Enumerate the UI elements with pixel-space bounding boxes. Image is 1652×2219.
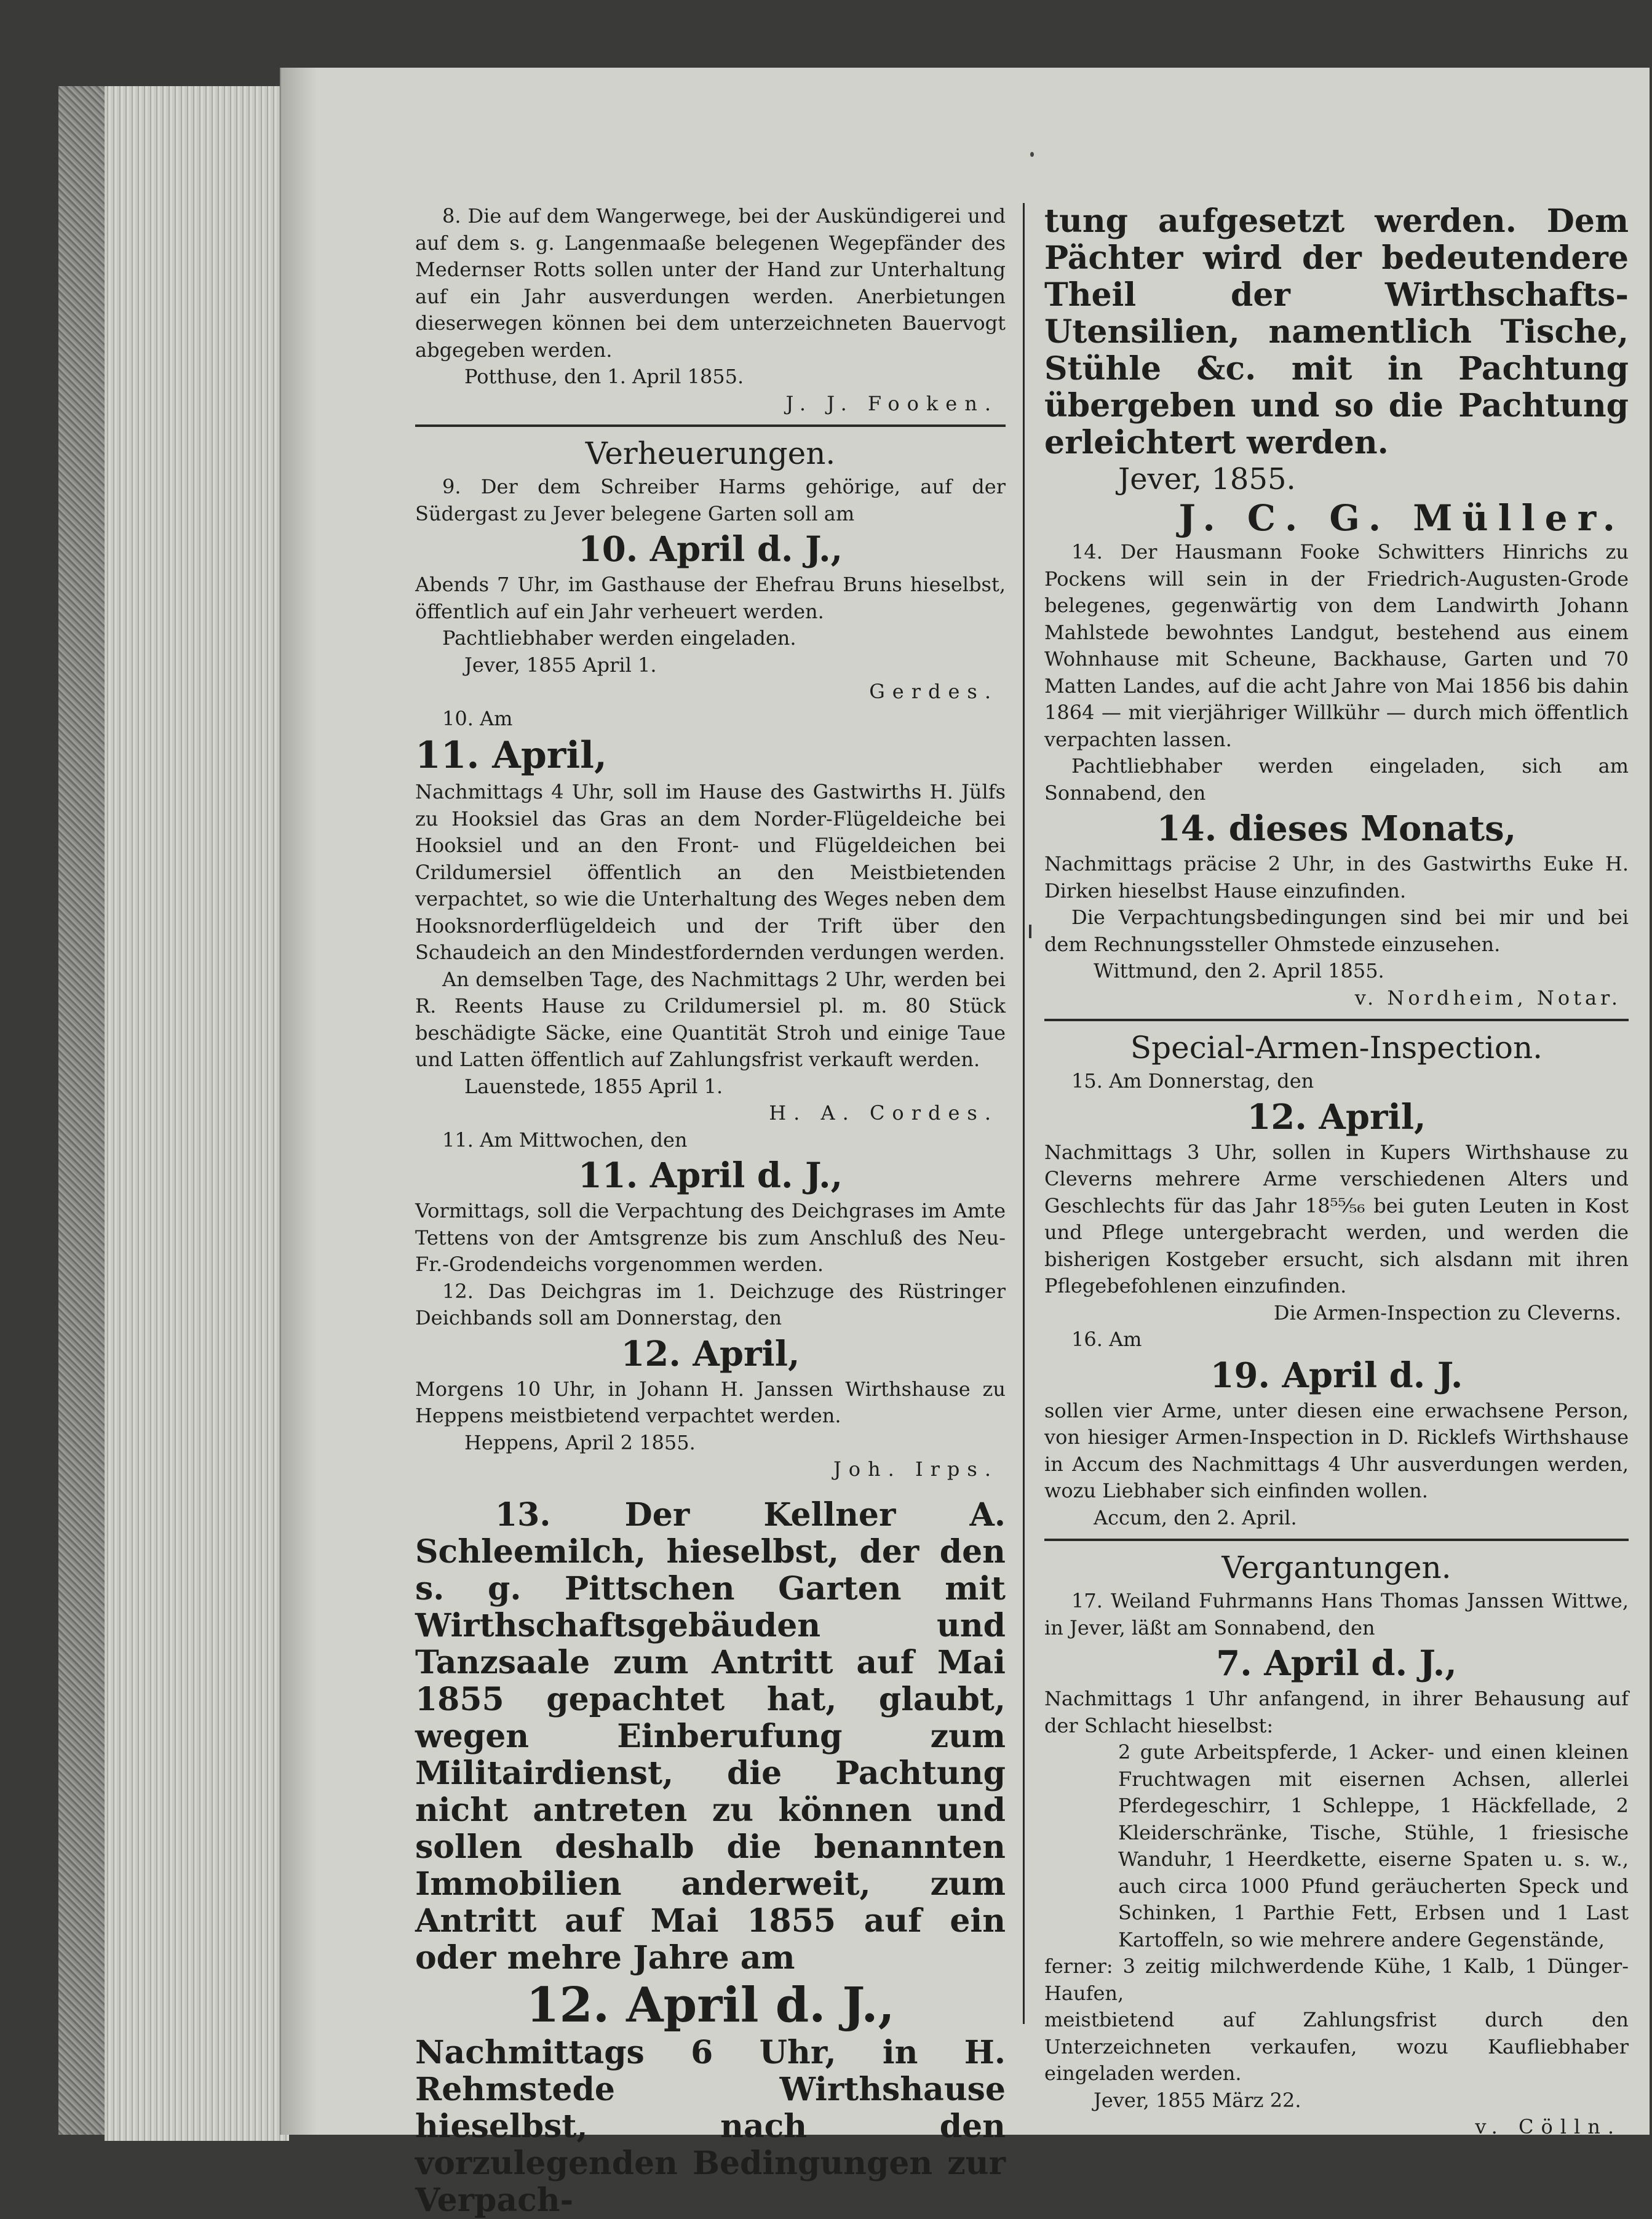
section-heading-armen-inspection: Special-Armen-Inspection. bbox=[1130, 1030, 1543, 1066]
notice-10-signature: H. A. Cordes. bbox=[769, 1101, 998, 1125]
notice-8-place: Potthuse, den 1. April 1855. bbox=[464, 365, 744, 388]
right-column bbox=[1044, 203, 1629, 2141]
notice-17-closing: meistbietend auf Zahlungsfrist durch den Unterzeichneten verkaufen, wozu Kaufliebhaber eingeladen werden. bbox=[1044, 2008, 1629, 2085]
notice-12-body: Morgens 10 Uhr, in Johann H. Janssen Wirthshause zu Heppens meistbietend verpachtet werden. bbox=[415, 1377, 1006, 1427]
notice-13-body: Nachmittags 6 Uhr, in H. Rehmstede Wirthshause hieselbst, nach den vorzulegenden Bedingungen zur Verpach- bbox=[415, 2033, 1006, 2219]
notice-16-intro: 16. Am bbox=[1071, 1328, 1142, 1351]
notice-13-place: Jever, 1855. bbox=[1118, 462, 1296, 496]
section-rule bbox=[1044, 1539, 1629, 1541]
notice-10-intro: 10. Am bbox=[442, 706, 513, 730]
notice-10-place: Lauenstede, 1855 April 1. bbox=[464, 1074, 723, 1098]
notice-8-signature: J. J. Fooken. bbox=[785, 391, 998, 415]
notice-12-signature: Joh. Irps. bbox=[833, 1457, 998, 1481]
notice-11-body: Vormittags, soll die Verpachtung des Deichgrases im Amte Tettens von der Amtsgrenze bis zum Anschluß des Neu-Fr.-Grodendeichs vorgenommen werden. bbox=[415, 1199, 1006, 1276]
notice-9-body: Abends 7 Uhr, im Gasthause der Ehefrau Bruns hieselbst, öffentlich auf ein Jahr verheuert werden. bbox=[415, 573, 1006, 623]
notice-13-text: 13. Der Kellner A. Schleemilch, hieselbst, der den s. g. Pittschen Garten mit Wirthschaftsgebäuden und Tanzsaale zum Antritt auf Mai 1855 gepachtet hat, glaubt, wegen Einberufung zum Militairdienst, die Pachtung nicht antreten zu können und sollen deshalb die benannten Immobilien anderweit, zum Antritt auf Mai 1855 auf ein oder mehre Jahre am bbox=[415, 1496, 1006, 1977]
gutter-shadow bbox=[280, 68, 317, 2135]
notice-9-text: 9. Der dem Schreiber Harms gehörige, auf der Südergast zu Jever belegene Garten soll am bbox=[415, 475, 1006, 525]
notice-16-date: 19. April d. J. bbox=[1210, 1355, 1463, 1396]
section-heading-vergantungen: Vergantungen. bbox=[1221, 1550, 1451, 1585]
notice-10-body-2: An demselben Tage, des Nachmittags 2 Uhr, werden bei R. Reents Hause zu Crildumersiel pl. m. 80 Stück beschädigte Säcke, eine Quantität Stroh und einige Taue und Latten öffentlich auf Zahlungsfrist verkauft werden. bbox=[415, 967, 1006, 1071]
notice-9-date: 10. April d. J., bbox=[578, 529, 843, 570]
notice-10-body: Nachmittags 4 Uhr, soll im Hause des Gastwirths H. Jülfs zu Hooksiel das Gras an dem Norder-Flügeldeiche bei Hooksiel und an den Front- und Flügeldeichen bei Crildumersiel öffentlich an den Meistbietenden verpachtet, so wie die Unterhaltung des Weges neben dem Hooksnorderflügeldeich und der Trift über den Schaudeich an den Mindestfordernden verdungen werden. bbox=[415, 780, 1006, 964]
column-divider bbox=[1023, 203, 1025, 2024]
notice-14-text: 14. Der Hausmann Fooke Schwitters Hinrichs zu Pockens will sein in der Friedrich-Augusten-Grode belegenes, gegenwärtig von dem Landwirth Johann Mahlstede bewohntes Landgut, bestehend aus einem Wohnhause mit Scheune, Backhause, Garten und 70 Matten Landes, auf die acht Jahre von Mai 1856 bis dahin 1864 — mit vierjähriger Willkühr — durch mich öffentlich verpachten lassen. bbox=[1044, 540, 1629, 751]
notice-11-intro: 11. Am Mittwochen, den bbox=[442, 1128, 688, 1152]
notice-14-invite: Pachtliebhaber werden eingeladen, sich am Sonnabend, den bbox=[1044, 754, 1629, 805]
notice-15-body: Nachmittags 3 Uhr, sollen in Kupers Wirthshause zu Cleverns mehrere Arme verschiedenen Alters und Geschlechts für das Jahr 18⁵⁵⁄₅₆ bei guten Leuten in Kost und Pflege untergebracht werden, und werden die bisherigen Kostgeber ersucht, sich alsdann mit ihren Pflegebefohlenen einzufinden. bbox=[1044, 1140, 1629, 1297]
notice-17-items-list bbox=[1044, 1739, 1629, 1953]
notice-12-text: 12. Das Deichgras im 1. Deichzuge des Rüstringer Deichbands soll am Donnerstag, den bbox=[415, 1279, 1006, 1329]
notice-17-body: Nachmittags 1 Uhr anfangend, in ihrer Behausung auf der Schlacht hieselbst: bbox=[1044, 1687, 1629, 1737]
notice-12-date: 12. April, bbox=[621, 1333, 800, 1374]
notice-13-continuation: tung aufgesetzt werden. Dem Pächter wird der bedeutendere Theil der Wirthschafts-Utensilien, namentlich Tische, Stühle &c. mit in Pachtung übergeben und so die Pachtung erleichtert werden. bbox=[1044, 202, 1629, 461]
ink-mark bbox=[1029, 925, 1031, 938]
section-rule bbox=[1044, 1019, 1629, 1021]
page-edges bbox=[105, 86, 289, 2141]
notice-14-conditions: Die Verpachtungsbedingungen sind bei mir und bei dem Rechnungssteller Ohmstede einzusehen. bbox=[1044, 906, 1629, 956]
notice-13-signature: J. C. G. Müller. bbox=[1178, 497, 1625, 539]
notice-12-place: Heppens, April 2 1855. bbox=[464, 1430, 696, 1454]
notice-15-signature: Die Armen-Inspection zu Cleverns. bbox=[1273, 1301, 1621, 1325]
notice-15-intro: 15. Am Donnerstag, den bbox=[1071, 1069, 1314, 1093]
notice-11-date: 11. April d. J., bbox=[578, 1155, 843, 1196]
notice-14-date: 14. dieses Monats, bbox=[1156, 808, 1517, 849]
notice-9-invite: Pachtliebhaber werden eingeladen. bbox=[442, 626, 796, 650]
notice-15-date: 12. April, bbox=[1247, 1096, 1426, 1137]
notice-16-place: Accum, den 2. April. bbox=[1094, 1505, 1297, 1529]
notice-17-further-items: ferner: 3 zeitig milchwerdende Kühe, 1 Kalb, 1 Dünger-Haufen, bbox=[1044, 1954, 1629, 2005]
notice-14-signature: v. Nordheim, Notar. bbox=[1354, 986, 1621, 1010]
notice-17-text: 17. Weiland Fuhrmanns Hans Thomas Janssen Wittwe, in Jever, läßt am Sonnabend, den bbox=[1044, 1589, 1629, 1639]
notice-17-signature: v. Cölln. bbox=[1475, 2115, 1621, 2138]
notice-17-date: 7. April d. J., bbox=[1216, 1643, 1457, 1684]
notice-9-place: Jever, 1855 April 1. bbox=[464, 653, 657, 677]
notice-17-items: 2 gute Arbeitspferde, 1 Acker- und einen kleinen Fruchtwagen mit eisernen Achsen, allerlei Pferdegeschirr, 1 Schleppe, 1 Häckfellade, 2 Kleiderschränke, Tische, Stühle, 1 friesische Wanduhr, 1 Heerdkette, eiserne Spaten u. s. w., auch circa 1000 Pfund geräucherten Speck und Schinken, 1 Parthie Fett, Erbsen und 1 Last Kartoffeln, so wie mehrere andere Gegenstände, bbox=[1118, 1740, 1629, 1951]
notice-17-place: Jever, 1855 März 22. bbox=[1094, 2088, 1301, 2112]
notice-14-place: Wittmund, den 2. April 1855. bbox=[1094, 959, 1384, 982]
ink-speck bbox=[1030, 152, 1034, 157]
left-column bbox=[415, 203, 1006, 2219]
book-spine-cover bbox=[58, 86, 106, 2135]
notice-16-body: sollen vier Arme, unter diesen eine erwachsene Person, von hiesiger Armen-Inspection in D. Ricklefs Wirthshause in Accum des Nachmittags 4 Uhr ausverdungen werden, wozu Liebhaber sich einfinden wollen. bbox=[1044, 1398, 1629, 1502]
section-heading-verheuerungen: Verheuerungen. bbox=[585, 436, 836, 471]
section-rule bbox=[415, 424, 1006, 427]
notice-13-date: 12. April d. J., bbox=[526, 1977, 895, 2033]
notice-9-signature: Gerdes. bbox=[869, 680, 998, 703]
notice-8-text: 8. Die auf dem Wangerwege, bei der Auskündigerei und auf dem s. g. Langenmaaße belegenen Wegepfänder des Medernser Rotts sollen unter der Hand zur Unterhaltung auf ein Jahr ausverdungen werden. Anerbietungen dieserwegen können bei dem unterzeichneten Bauervogt abgegeben werden. bbox=[415, 204, 1006, 362]
notice-10-date: 11. April, bbox=[415, 734, 607, 777]
notice-14-body: Nachmittags präcise 2 Uhr, in des Gastwirths Euke H. Dirken hieselbst Hause einzufinden. bbox=[1044, 852, 1629, 902]
